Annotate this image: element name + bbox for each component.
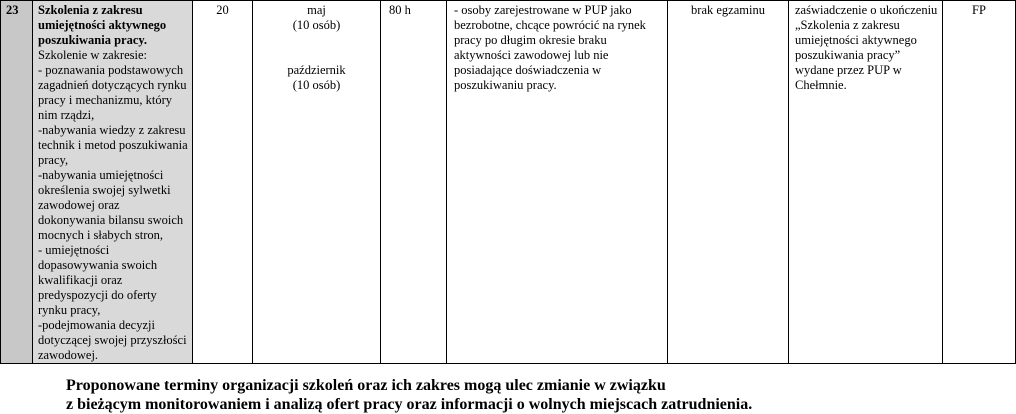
term1-month: maj	[307, 3, 326, 17]
duration: 80 h	[381, 1, 447, 364]
participants-count: 20	[193, 1, 253, 364]
spacer	[253, 33, 380, 63]
footer-note-line2: z bieżącym monitorowaniem i analizą ofert pracy oraz informacji o wolnych miejscach zatrudnienia.	[66, 396, 753, 413]
row-number: 23	[1, 1, 33, 364]
exam-type: brak egzaminu	[668, 1, 789, 364]
schedule-cell	[253, 1, 381, 364]
training-scope: Szkolenie w zakresie: - poznawania podstawowych zagadnień dotyczących rynku pracy i mechanizmu, który nim rządzi, -nabywania wiedzy z zakresu technik i metod poszukiwania pracy, -nabywania umiejętności określenia swojej sylwetki zawodowej oraz dokonywania bilansu swoich mocnych i słabych stron, - umiejętności dopasowywania swoich kwalifikacji oraz predyspozycji do oferty rynku pracy, -podejmowania decyzji dotyczącej swojej przyszłości zawodowej.	[38, 48, 188, 362]
funding-source: FP	[943, 1, 1016, 364]
certificate: zaświadczenie o ukończeniu „Szkolenia z zakresu umiejętności aktywnego poszukiwania pracy” wydane przez PUP w Chełmnie.	[789, 1, 943, 364]
term1-count: (10 osób)	[292, 18, 341, 32]
footer-note-line1: Proponowane terminy organizacji szkoleń oraz ich zakres mogą ulec zmianie w związku	[66, 377, 666, 394]
footer-note	[66, 376, 752, 414]
training-title: Szkolenia z zakresu umiejętności aktywnego poszukiwania pracy.	[38, 3, 167, 47]
training-scope-cell	[33, 1, 193, 364]
table-row	[1, 1, 1016, 364]
term2-month: październik	[287, 63, 346, 77]
target-group: - osoby zarejestrowane w PUP jako bezrobotne, chcące powrócić na rynek pracy po długim okresie braku aktywności zawodowej lub nie posiadające doświadczenia w poszukiwaniu pracy.	[447, 1, 668, 364]
term2-count: (10 osób)	[292, 78, 341, 92]
